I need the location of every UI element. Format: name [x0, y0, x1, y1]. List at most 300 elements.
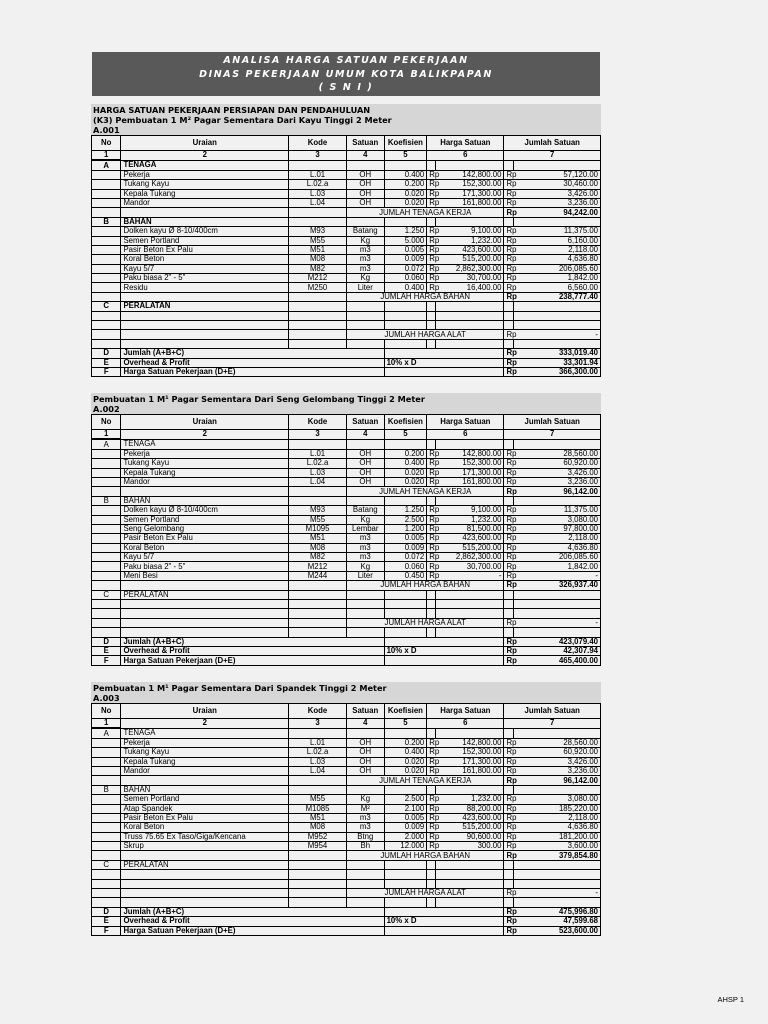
document-banner — [92, 52, 600, 96]
item-amount: 3,236.00 — [513, 766, 600, 775]
item-unit: Liter — [346, 571, 384, 580]
column-header: Satuan — [346, 415, 384, 430]
currency-label: Rp — [504, 543, 513, 552]
item-coefficient: 0.200 — [384, 449, 427, 458]
item-unit-price: 9,100.00 — [436, 506, 504, 515]
empty-cell — [346, 628, 384, 637]
empty-cell — [427, 321, 436, 330]
item-amount: 30,460.00 — [513, 180, 600, 189]
currency-label: Rp — [504, 534, 513, 543]
empty-cell — [346, 785, 384, 794]
empty-cell — [121, 609, 289, 618]
empty-cell — [92, 813, 121, 822]
empty-cell — [513, 311, 600, 320]
empty-cell — [289, 870, 347, 879]
summary-row — [92, 917, 601, 926]
table-row — [92, 879, 601, 888]
item-description: Pasir Beton Ex Palu — [121, 245, 289, 254]
empty-cell — [384, 879, 427, 888]
summary-label: Jumlah (A+B+C) — [121, 349, 384, 358]
currency-label: Rp — [504, 227, 513, 236]
empty-cell — [513, 160, 600, 170]
currency-label: Rp — [427, 738, 436, 747]
empty-cell — [427, 496, 436, 505]
empty-cell — [121, 898, 289, 907]
currency-label: Rp — [504, 330, 513, 339]
currency-label: Rp — [427, 562, 436, 571]
empty-cell — [289, 898, 347, 907]
empty-cell — [504, 217, 513, 226]
empty-cell — [92, 468, 121, 477]
item-description: Skrup — [121, 842, 289, 851]
currency-label: Rp — [504, 656, 513, 665]
currency-label: Rp — [504, 889, 513, 898]
summary-row — [92, 907, 601, 916]
item-amount: 1,842.00 — [513, 274, 600, 283]
banner-standard: ( S N I ) — [318, 82, 374, 93]
item-unit: m3 — [346, 823, 384, 832]
summary-label: Harga Satuan Pekerjaan (D+E) — [121, 367, 384, 376]
currency-label: Rp — [504, 571, 513, 580]
table-row — [92, 477, 601, 486]
empty-cell — [92, 506, 121, 515]
empty-cell — [92, 227, 121, 236]
table-row — [92, 198, 601, 207]
currency-label: Rp — [504, 468, 513, 477]
table-row — [92, 264, 601, 273]
column-header: Uraian — [121, 704, 289, 719]
currency-label: Rp — [504, 757, 513, 766]
empty-cell — [92, 283, 121, 292]
banner-agency: DINAS PEKERJAAN UMUM KOTA BALIKPAPAN — [199, 68, 493, 80]
table-row — [92, 189, 601, 198]
empty-cell — [427, 609, 436, 618]
item-code: M82 — [289, 553, 347, 562]
item-unit: Batang — [346, 227, 384, 236]
item-amount: 185,220.00 — [513, 804, 600, 813]
group-total-value: 379,854.80 — [513, 851, 600, 860]
item-coefficient: 0.400 — [384, 459, 427, 468]
empty-cell — [427, 339, 436, 348]
empty-cell — [92, 879, 121, 888]
section-heading-line: (K3) Pembuatan 1 M² Pagar Sementara Dari Kayu Tinggi 2 Meter — [93, 115, 392, 125]
empty-cell — [289, 496, 347, 505]
group-letter: C — [92, 302, 121, 311]
empty-cell — [513, 439, 600, 449]
empty-cell — [513, 785, 600, 794]
table-row — [92, 628, 601, 637]
group-letter: A — [92, 439, 121, 449]
table-row — [92, 600, 601, 609]
item-unit: m3 — [346, 813, 384, 822]
table-body — [92, 704, 601, 936]
empty-cell — [92, 459, 121, 468]
currency-label: Rp — [427, 227, 436, 236]
item-description: Paku biasa 2" - 5" — [121, 562, 289, 571]
item-amount: 206,085.60 — [513, 553, 600, 562]
currency-label: Rp — [504, 813, 513, 822]
empty-cell — [346, 728, 384, 738]
column-header: Kode — [289, 704, 347, 719]
empty-cell — [504, 600, 513, 609]
empty-cell — [504, 609, 513, 618]
item-description: Kayu 5/7 — [121, 553, 289, 562]
empty-cell — [346, 302, 384, 311]
item-coefficient: 0.060 — [384, 274, 427, 283]
section-heading — [91, 682, 601, 703]
item-coefficient: 0.400 — [384, 748, 427, 757]
item-unit-price: 171,300.00 — [436, 757, 504, 766]
currency-label: Rp — [427, 748, 436, 757]
empty-cell — [346, 590, 384, 599]
table-row — [92, 832, 601, 841]
table-row — [92, 236, 601, 245]
group-letter: B — [92, 217, 121, 226]
analysis-section-a002 — [91, 393, 601, 666]
group-total-value: 238,777.40 — [513, 292, 600, 301]
item-code: M1095 — [289, 524, 347, 533]
item-amount: 3,236.00 — [513, 477, 600, 486]
empty-cell — [92, 189, 121, 198]
summary-letter: E — [92, 917, 121, 926]
item-coefficient: 0.009 — [384, 823, 427, 832]
summary-label: Overhead & Profit — [121, 917, 384, 926]
item-unit-price: 142,800.00 — [436, 738, 504, 747]
item-unit-price: 152,300.00 — [436, 459, 504, 468]
empty-cell — [384, 496, 427, 505]
item-unit-price: - — [436, 571, 504, 580]
currency-label: Rp — [504, 553, 513, 562]
group-name: BAHAN — [121, 496, 289, 505]
table-row — [92, 459, 601, 468]
empty-cell — [346, 439, 384, 449]
column-index: 6 — [427, 430, 504, 440]
column-header: Uraian — [121, 136, 289, 151]
empty-cell — [92, 330, 121, 339]
currency-label: Rp — [427, 766, 436, 775]
currency-label: Rp — [504, 795, 513, 804]
item-code: L.01 — [289, 170, 347, 179]
empty-cell — [346, 870, 384, 879]
currency-label: Rp — [427, 477, 436, 486]
item-unit: m3 — [346, 264, 384, 273]
table-header-row — [92, 415, 601, 430]
table-row — [92, 515, 601, 524]
empty-cell — [436, 860, 504, 869]
empty-cell — [384, 870, 427, 879]
column-index: 7 — [504, 430, 601, 440]
item-coefficient: 5.000 — [384, 236, 427, 245]
empty-cell — [504, 728, 513, 738]
currency-label: Rp — [504, 459, 513, 468]
item-unit: OH — [346, 449, 384, 458]
empty-cell — [436, 870, 504, 879]
item-code: L.01 — [289, 449, 347, 458]
item-amount: 6,160.00 — [513, 236, 600, 245]
summary-label: Jumlah (A+B+C) — [121, 907, 384, 916]
currency-label: Rp — [504, 283, 513, 292]
empty-cell — [92, 842, 121, 851]
currency-label: Rp — [504, 245, 513, 254]
empty-cell — [92, 543, 121, 552]
empty-cell — [121, 321, 289, 330]
analysis-section-a001 — [91, 104, 601, 377]
group-total-value: 96,142.00 — [513, 487, 600, 496]
item-coefficient: 0.020 — [384, 757, 427, 766]
item-unit: OH — [346, 757, 384, 766]
group-total-row — [92, 208, 601, 217]
group-row — [92, 439, 601, 449]
empty-cell — [92, 562, 121, 571]
item-unit: m3 — [346, 534, 384, 543]
summary-formula — [384, 907, 504, 916]
summary-row — [92, 926, 601, 935]
empty-cell — [92, 889, 121, 898]
currency-label: Rp — [504, 851, 513, 860]
column-index: 3 — [289, 719, 347, 729]
empty-cell — [289, 339, 347, 348]
table-row — [92, 757, 601, 766]
item-amount: 3,600.00 — [513, 842, 600, 851]
item-coefficient: 0.005 — [384, 534, 427, 543]
column-index: 1 — [92, 430, 121, 440]
empty-cell — [384, 860, 427, 869]
group-total-row — [92, 487, 601, 496]
item-coefficient: 0.200 — [384, 180, 427, 189]
item-unit-price: 171,300.00 — [436, 189, 504, 198]
empty-cell — [121, 851, 289, 860]
item-coefficient: 0.005 — [384, 813, 427, 822]
summary-letter: D — [92, 349, 121, 358]
item-unit-price: 1,232.00 — [436, 515, 504, 524]
group-row — [92, 160, 601, 170]
item-description: Koral Beton — [121, 823, 289, 832]
item-code: M250 — [289, 283, 347, 292]
column-header: No — [92, 415, 121, 430]
empty-cell — [513, 302, 600, 311]
empty-cell — [289, 728, 347, 738]
empty-cell — [346, 339, 384, 348]
item-coefficient: 12.000 — [384, 842, 427, 851]
group-total-value: - — [513, 889, 600, 898]
summary-formula — [384, 367, 504, 376]
empty-cell — [121, 889, 289, 898]
currency-label: Rp — [504, 170, 513, 179]
item-amount: 11,375.00 — [513, 506, 600, 515]
empty-cell — [427, 160, 436, 170]
item-coefficient: 0.005 — [384, 245, 427, 254]
currency-label: Rp — [504, 832, 513, 841]
item-amount: 3,426.00 — [513, 757, 600, 766]
currency-label: Rp — [427, 264, 436, 273]
item-unit-price: 30,700.00 — [436, 274, 504, 283]
currency-label: Rp — [504, 367, 513, 376]
column-header: Kode — [289, 136, 347, 151]
item-description: Tukang Kayu — [121, 180, 289, 189]
empty-cell — [504, 879, 513, 888]
currency-label: Rp — [427, 283, 436, 292]
item-unit: m3 — [346, 255, 384, 264]
item-amount: 2,118.00 — [513, 534, 600, 543]
empty-cell — [92, 571, 121, 580]
item-coefficient: 0.200 — [384, 738, 427, 747]
table-row — [92, 449, 601, 458]
currency-label: Rp — [504, 917, 513, 926]
empty-cell — [92, 832, 121, 841]
table-row — [92, 571, 601, 580]
column-header: Satuan — [346, 136, 384, 151]
item-amount: 3,080.00 — [513, 515, 600, 524]
column-header: No — [92, 704, 121, 719]
item-code: L.03 — [289, 757, 347, 766]
item-description: Semen Portland — [121, 236, 289, 245]
empty-cell — [289, 581, 347, 590]
group-row — [92, 217, 601, 226]
section-heading-line: Pembuatan 1 M¹ Pagar Sementara Dari Seng Gelombang Tinggi 2 Meter — [93, 394, 425, 404]
group-total-value: - — [513, 330, 600, 339]
item-unit: OH — [346, 459, 384, 468]
analysis-table — [91, 414, 601, 666]
summary-label: Harga Satuan Pekerjaan (D+E) — [121, 656, 384, 665]
item-coefficient: 2.100 — [384, 804, 427, 813]
group-total-label: JUMLAH TENAGA KERJA — [346, 487, 503, 496]
empty-cell — [121, 879, 289, 888]
empty-cell — [92, 449, 121, 458]
empty-cell — [427, 870, 436, 879]
group-total-label: JUMLAH HARGA ALAT — [346, 889, 503, 898]
item-amount: 3,236.00 — [513, 198, 600, 207]
summary-formula — [384, 349, 504, 358]
empty-cell — [289, 330, 347, 339]
empty-cell — [504, 785, 513, 794]
empty-cell — [384, 898, 427, 907]
column-index: 1 — [92, 151, 121, 161]
section-heading — [91, 104, 601, 135]
item-description: Kepala Tukang — [121, 468, 289, 477]
group-name: TENAGA — [121, 728, 289, 738]
currency-label: Rp — [427, 274, 436, 283]
item-amount: 206,085.60 — [513, 264, 600, 273]
item-unit-price: 161,800.00 — [436, 198, 504, 207]
table-row — [92, 813, 601, 822]
empty-cell — [436, 160, 504, 170]
empty-cell — [121, 339, 289, 348]
item-amount: 4,636.80 — [513, 543, 600, 552]
currency-label: Rp — [504, 646, 513, 655]
empty-cell — [92, 581, 121, 590]
empty-cell — [92, 208, 121, 217]
table-row — [92, 766, 601, 775]
empty-cell — [92, 795, 121, 804]
currency-label: Rp — [427, 459, 436, 468]
empty-cell — [121, 581, 289, 590]
item-code: M954 — [289, 842, 347, 851]
group-total-label: JUMLAH HARGA ALAT — [346, 618, 503, 627]
empty-cell — [384, 439, 427, 449]
empty-cell — [346, 898, 384, 907]
item-coefficient: 1.200 — [384, 524, 427, 533]
item-unit: OH — [346, 180, 384, 189]
column-index: 7 — [504, 719, 601, 729]
item-description: Dolken kayu Ø 8-10/400cm — [121, 506, 289, 515]
column-index: 5 — [384, 430, 427, 440]
empty-cell — [289, 590, 347, 599]
item-coefficient: 0.400 — [384, 170, 427, 179]
item-unit-price: 30,700.00 — [436, 562, 504, 571]
item-amount: 3,426.00 — [513, 189, 600, 198]
group-name: PERALATAN — [121, 302, 289, 311]
empty-cell — [92, 180, 121, 189]
currency-label: Rp — [427, 236, 436, 245]
group-total-value: - — [513, 618, 600, 627]
empty-cell — [289, 311, 347, 320]
currency-label: Rp — [504, 506, 513, 515]
item-code: L.04 — [289, 477, 347, 486]
column-index: 4 — [346, 151, 384, 161]
table-row — [92, 180, 601, 189]
empty-cell — [513, 496, 600, 505]
item-coefficient: 0.020 — [384, 198, 427, 207]
column-header: Harga Satuan — [427, 415, 504, 430]
summary-letter: D — [92, 907, 121, 916]
empty-cell — [92, 804, 121, 813]
column-header: Satuan — [346, 704, 384, 719]
item-unit-price: 88,200.00 — [436, 804, 504, 813]
empty-cell — [346, 860, 384, 869]
item-coefficient: 1.250 — [384, 227, 427, 236]
group-total-row — [92, 581, 601, 590]
currency-label: Rp — [427, 842, 436, 851]
group-row — [92, 496, 601, 505]
item-description: Meni Besi — [121, 571, 289, 580]
table-row — [92, 609, 601, 618]
empty-cell — [504, 628, 513, 637]
section-heading-line: A.001 — [93, 125, 120, 135]
empty-cell — [92, 534, 121, 543]
item-code: M952 — [289, 832, 347, 841]
item-coefficient: 0.072 — [384, 264, 427, 273]
currency-label: Rp — [427, 757, 436, 766]
currency-label: Rp — [427, 449, 436, 458]
currency-label: Rp — [427, 553, 436, 562]
summary-formula — [384, 926, 504, 935]
empty-cell — [384, 728, 427, 738]
column-index: 1 — [92, 719, 121, 729]
empty-cell — [92, 292, 121, 301]
summary-value: 523,600.00 — [513, 926, 600, 935]
empty-cell — [121, 870, 289, 879]
item-unit-price: 515,200.00 — [436, 255, 504, 264]
empty-cell — [427, 628, 436, 637]
empty-cell — [289, 487, 347, 496]
group-total-label: JUMLAH TENAGA KERJA — [346, 776, 503, 785]
summary-row — [92, 358, 601, 367]
empty-cell — [289, 321, 347, 330]
group-name: TENAGA — [121, 439, 289, 449]
item-code: M212 — [289, 562, 347, 571]
item-unit: Kg — [346, 562, 384, 571]
empty-cell — [346, 321, 384, 330]
currency-label: Rp — [504, 487, 513, 496]
empty-cell — [92, 618, 121, 627]
empty-cell — [436, 628, 504, 637]
item-unit-price: 161,800.00 — [436, 477, 504, 486]
currency-label: Rp — [427, 245, 436, 254]
group-total-label: JUMLAH HARGA BAHAN — [346, 292, 503, 301]
empty-cell — [92, 198, 121, 207]
group-total-row — [92, 776, 601, 785]
currency-label: Rp — [504, 562, 513, 571]
